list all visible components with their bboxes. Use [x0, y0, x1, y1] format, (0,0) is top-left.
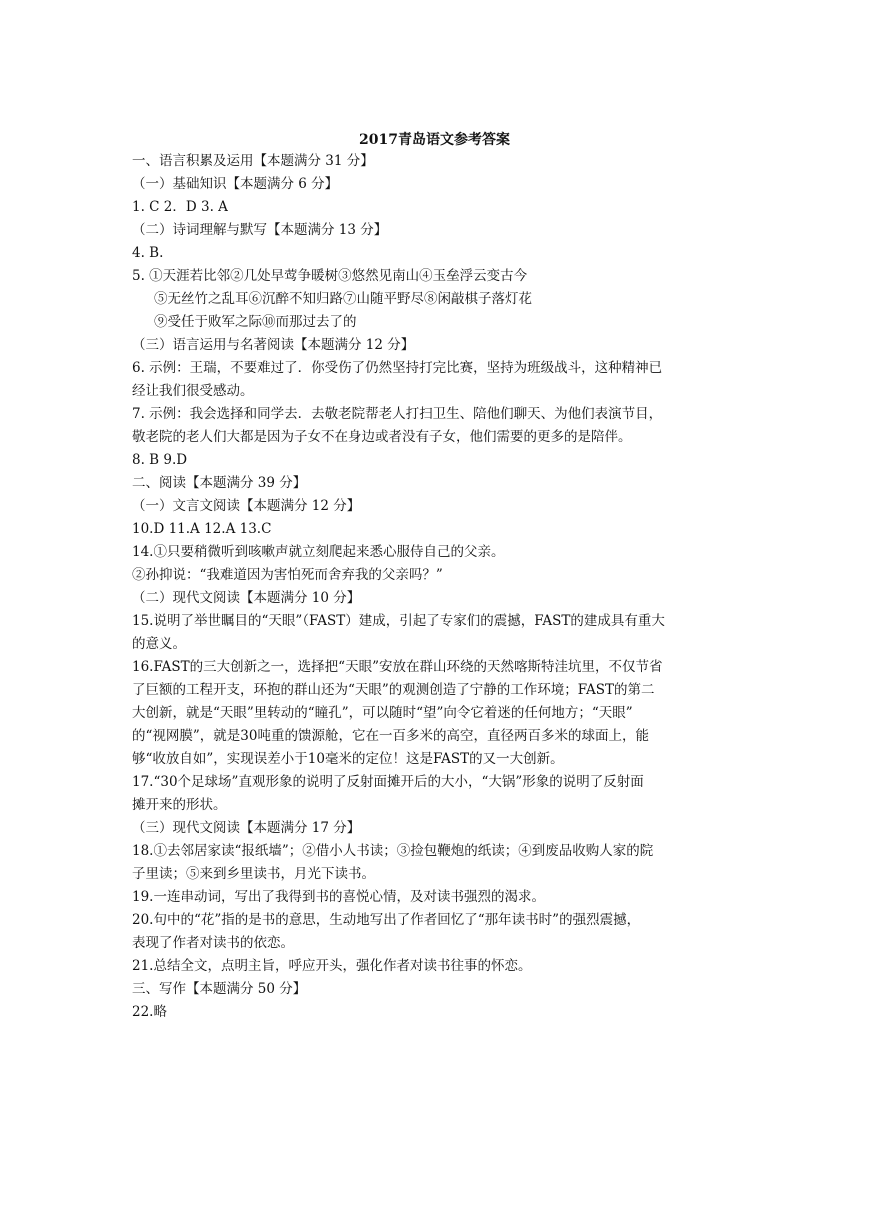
- answer-line: 敬老院的老人们大都是因为子女不在身边或者没有子女，他们需要的更多的是陪伴。: [132, 429, 632, 445]
- answer-line: 20.句中的“花”指的是书的意思，生动地写出了作者回忆了“那年读书时”的强烈震撼，: [132, 912, 641, 928]
- answer-line: 5. ①天涯若比邻②几处早莺争暖树③悠然见南山④玉垒浮云变古今: [132, 268, 528, 284]
- answer-line: 的“视网膜”，就是30吨重的馈源舱，它在一百多米的高空，直径两百多米的球面上，能: [132, 728, 649, 744]
- answer-body: [132, 150, 742, 1024]
- answer-line: 经让我们很受感动。: [132, 383, 254, 399]
- answer-line: ⑨受任于败军之际⑩而那过去了的: [154, 314, 357, 330]
- subsection-heading: （三）现代文阅读【本题满分 17 分】: [132, 820, 361, 836]
- answer-line: 21.总结全文，点明主旨，呼应开头，强化作者对读书往事的怀恋。: [132, 958, 532, 974]
- answer-line: 子里读；⑤来到乡里读书，月光下读书。: [132, 866, 375, 882]
- answer-line: 摊开来的形状。: [132, 797, 227, 813]
- section-heading: 一、语言积累及运用【本题满分 31 分】: [132, 153, 374, 169]
- answer-line: 6. 示例：王瑞，不要难过了．你受伤了仍然坚持打完比赛，坚持为班级战斗，这种精神已: [132, 360, 663, 376]
- answer-line: 4. B.: [132, 245, 164, 261]
- subsection-heading: （一）基础知识【本题满分 6 分】: [132, 176, 339, 192]
- answer-line: ⑤无丝竹之乱耳⑥沉醉不知归路⑦山随平野尽⑧闲敲棋子落灯花: [154, 291, 532, 307]
- subsection-heading: （一）文言文阅读【本题满分 12 分】: [132, 498, 361, 514]
- subsection-heading: （三）语言运用与名著阅读【本题满分 12 分】: [132, 337, 415, 353]
- answer-line: 的意义。: [132, 636, 186, 652]
- answer-line: 15.说明了举世瞩目的“天眼”（FAST）建成，引起了专家们的震撼，FAST的建成具有重大: [132, 613, 665, 629]
- answer-line: 1. C 2．D 3. A: [132, 199, 228, 215]
- section-heading: 二、阅读【本题满分 39 分】: [132, 475, 307, 491]
- answer-line: 16.FAST的三大创新之一，选择把“天眼”安放在群山环绕的天然喀斯特洼坑里，不仅节省: [132, 659, 663, 675]
- subsection-heading: （二）诗词理解与默写【本题满分 13 分】: [132, 222, 388, 238]
- answer-line: 表现了作者对读书的依恋。: [132, 935, 294, 951]
- answer-line: 大创新，就是“天眼”里转动的“瞳孔”，可以随时“望”向令它着迷的任何地方；“天眼”: [132, 705, 633, 721]
- answer-line: 18.①去邻居家读“报纸墙”；②借小人书读；③捡包鞭炮的纸读；④到废品收购人家的院: [132, 843, 654, 859]
- answer-line: 够“收放自如”，实现误差小于10毫米的定位！这是FAST的又一大创新。: [132, 751, 564, 767]
- page-title: 2017青岛语文参考答案: [359, 132, 510, 148]
- answer-line: 19.一连串动词，写出了我得到书的喜悦心情，及对读书强烈的渴求。: [132, 889, 545, 905]
- answer-line: ②孙抑说：“我难道因为害怕死而舍弃我的父亲吗？”: [132, 567, 443, 583]
- subsection-heading: （二）现代文阅读【本题满分 10 分】: [132, 590, 361, 606]
- answer-line: 22.略: [132, 1004, 167, 1020]
- section-heading: 三、写作【本题满分 50 分】: [132, 981, 307, 997]
- answer-line: 8. B 9.D: [132, 452, 188, 468]
- answer-line: 14.①只要稍微听到咳嗽声就立刻爬起来悉心服侍自己的父亲。: [132, 544, 505, 560]
- answer-line: 7. 示例：我会选择和同学去．去敬老院帮老人打扫卫生、陪他们聊天、为他们表演节目，: [132, 406, 663, 422]
- answer-line: 17.“30个足球场”直观形象的说明了反射面摊开后的大小，“大锅”形象的说明了反射面: [132, 774, 644, 790]
- answer-line: 10.D 11.A 12.A 13.C: [132, 521, 272, 537]
- answer-line: 了巨额的工程开支，环抱的群山还为“天眼”的观测创造了宁静的工作环境；FAST的第二: [132, 682, 655, 698]
